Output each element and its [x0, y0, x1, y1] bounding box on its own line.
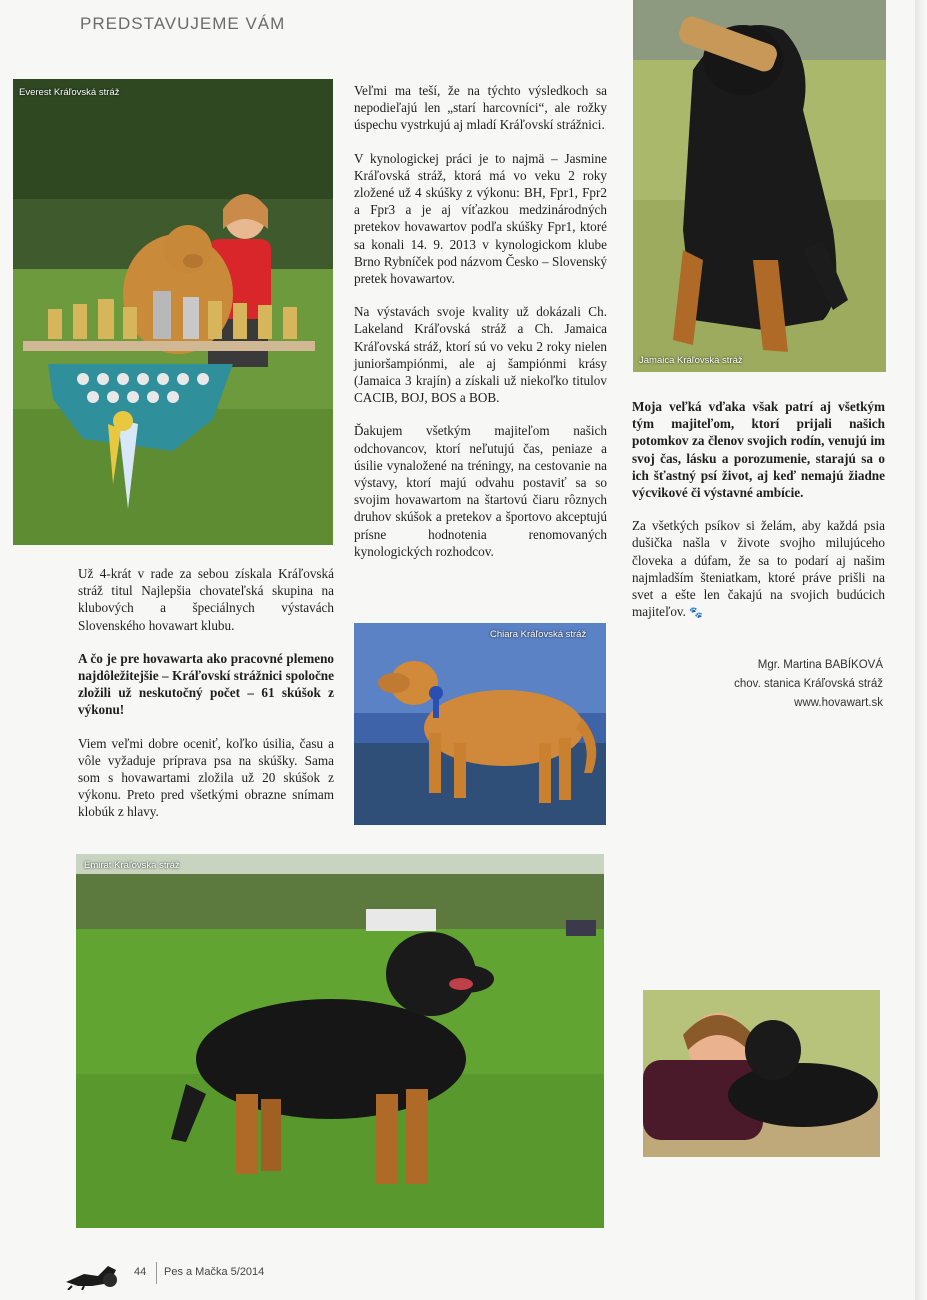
- author-name: Mgr. Martina BABÍKOVÁ: [757, 659, 883, 671]
- page-footer: [64, 1256, 324, 1292]
- caption-everest: Everest Kráľovská stráž: [19, 87, 120, 98]
- photo-everest: [13, 79, 333, 545]
- photo-owner-with-dog: [643, 990, 880, 1157]
- caption-emirat: Emirat Kráľovská stráž: [84, 860, 180, 871]
- paragraph: Viem veľmi dobre oceniť, koľko úsilia, času a vôle vyžaduje príprava psa na skúšky. Sama som s hovawartami zložila už 20 skúšok z výkonu. Preto pred všetkými obrazne snímam klobúk z hlavy.: [78, 735, 334, 820]
- section-title: PREDSTAVUJEME VÁM: [80, 14, 286, 33]
- photo-jamaica: [633, 0, 886, 372]
- magazine-name: Pes a Mačka 5/2014: [164, 1266, 265, 1278]
- text-column-3: [632, 398, 885, 637]
- photo-chiara-image: [354, 623, 606, 825]
- photo-jamaica-image: [633, 0, 886, 372]
- photo-everest-image: [13, 79, 333, 545]
- photo-emirat: [76, 854, 604, 1228]
- author-signature: [734, 656, 883, 713]
- paragraph: Veľmi ma teší, že na týchto výsledkoch sa nepodieľajú len „starí harcovníci“, ale rožky úspechu vystrkujú aj mladí Kráľovskí strážnici.: [354, 83, 607, 133]
- paragraph: Na výstavách svoje kvality už dokázali Ch. Lakeland Kráľovská stráž a Ch. Jamaica Kráľovská stráž, ktorí sú vo veku 2 roky nielen junioršampiónmi, ale aj šampiónmi krásy (Jamaica 3 krajín) a získali už niekoľko titulov CACIB, BOJ, BOS a BOB.: [354, 304, 607, 406]
- paragraph: Už 4-krát v rade za sebou získala Kráľovská stráž titul Najlepšia chovateľská skupina na klubových a špeciálnych výstavách Slovenského hovawart klubu.: [78, 566, 334, 633]
- caption-jamaica: Jamaica Kráľovská stráž: [639, 355, 743, 366]
- paw-icon: 🐾: [689, 606, 703, 620]
- photo-owner-with-dog-image: [643, 990, 880, 1157]
- page-edge: [915, 0, 927, 1300]
- highlight-paragraph: A čo je pre hovawarta ako pracovné plemeno najdôležitejšie – Kráľovskí strážnici spoločne zložili už neskutočný počet – 61 skúšok z výkonu!: [78, 650, 334, 718]
- dog-logo-icon: [64, 1256, 124, 1290]
- author-website: www.hovawart.sk: [794, 697, 883, 709]
- photo-emirat-image: [76, 854, 604, 1228]
- author-role: chov. stanica Kráľovská stráž: [734, 678, 883, 690]
- paragraph: [632, 517, 885, 621]
- paragraph: V kynologickej práci je to najmä – Jasmine Kráľovská stráž, ktorá má vo veku 2 roky zložené už 4 skúšky z výkonu: BH, Fpr1, Fpr2 a Fpr3 a je aj víťazkou medzinárodných pretekov hovawartov podľa skúšky Fpr1, ktoré sa konali 14. 9. 2013 v kynologickom klube Brno Rybníček pod názvom Česko – Slovenský pretek hovawartov.: [354, 150, 607, 287]
- footer-divider: [156, 1262, 157, 1284]
- paragraph: Ďakujem všetkým majiteľom našich odchovancov, ktorí neľutujú čas, peniaze a úsilie vynaložené na tréningy, na cestovanie na výstavy, ktorí majú odvahu postaviť sa so svojim hovawartom na štartovú čiaru rôznych druhov skúšok a pretekov a športovo akceptujú prísne hodnotenia renomovaných kynologických rozhodcov.: [354, 423, 607, 559]
- highlight-paragraph: Moja veľká vďaka však patrí aj všetkým tým majiteľom, ktorí prijali našich potomkov za členov svojich rodín, venujú im svoj čas, lásku a porozumenie, starajú sa o ich šťastný psí život, aj keď nemajú žiadne výcvikové či výstavné ambície.: [632, 399, 885, 501]
- page-number: 44: [134, 1266, 147, 1278]
- paragraph-text: Za všetkých psíkov si želám, aby každá psia dušička našla v živote svojho milujúceho človeka a dúfam, že sa to podarí aj našim najmladším šteniatkam, ktoré práve prišli na svet a ešte len čakajú na svojich budúcich majiteľov.: [632, 518, 885, 620]
- text-column-1: [78, 565, 334, 837]
- text-column-2: [354, 82, 607, 576]
- photo-chiara: [354, 623, 606, 825]
- caption-chiara: Chiara Kráľovská stráž: [490, 629, 587, 640]
